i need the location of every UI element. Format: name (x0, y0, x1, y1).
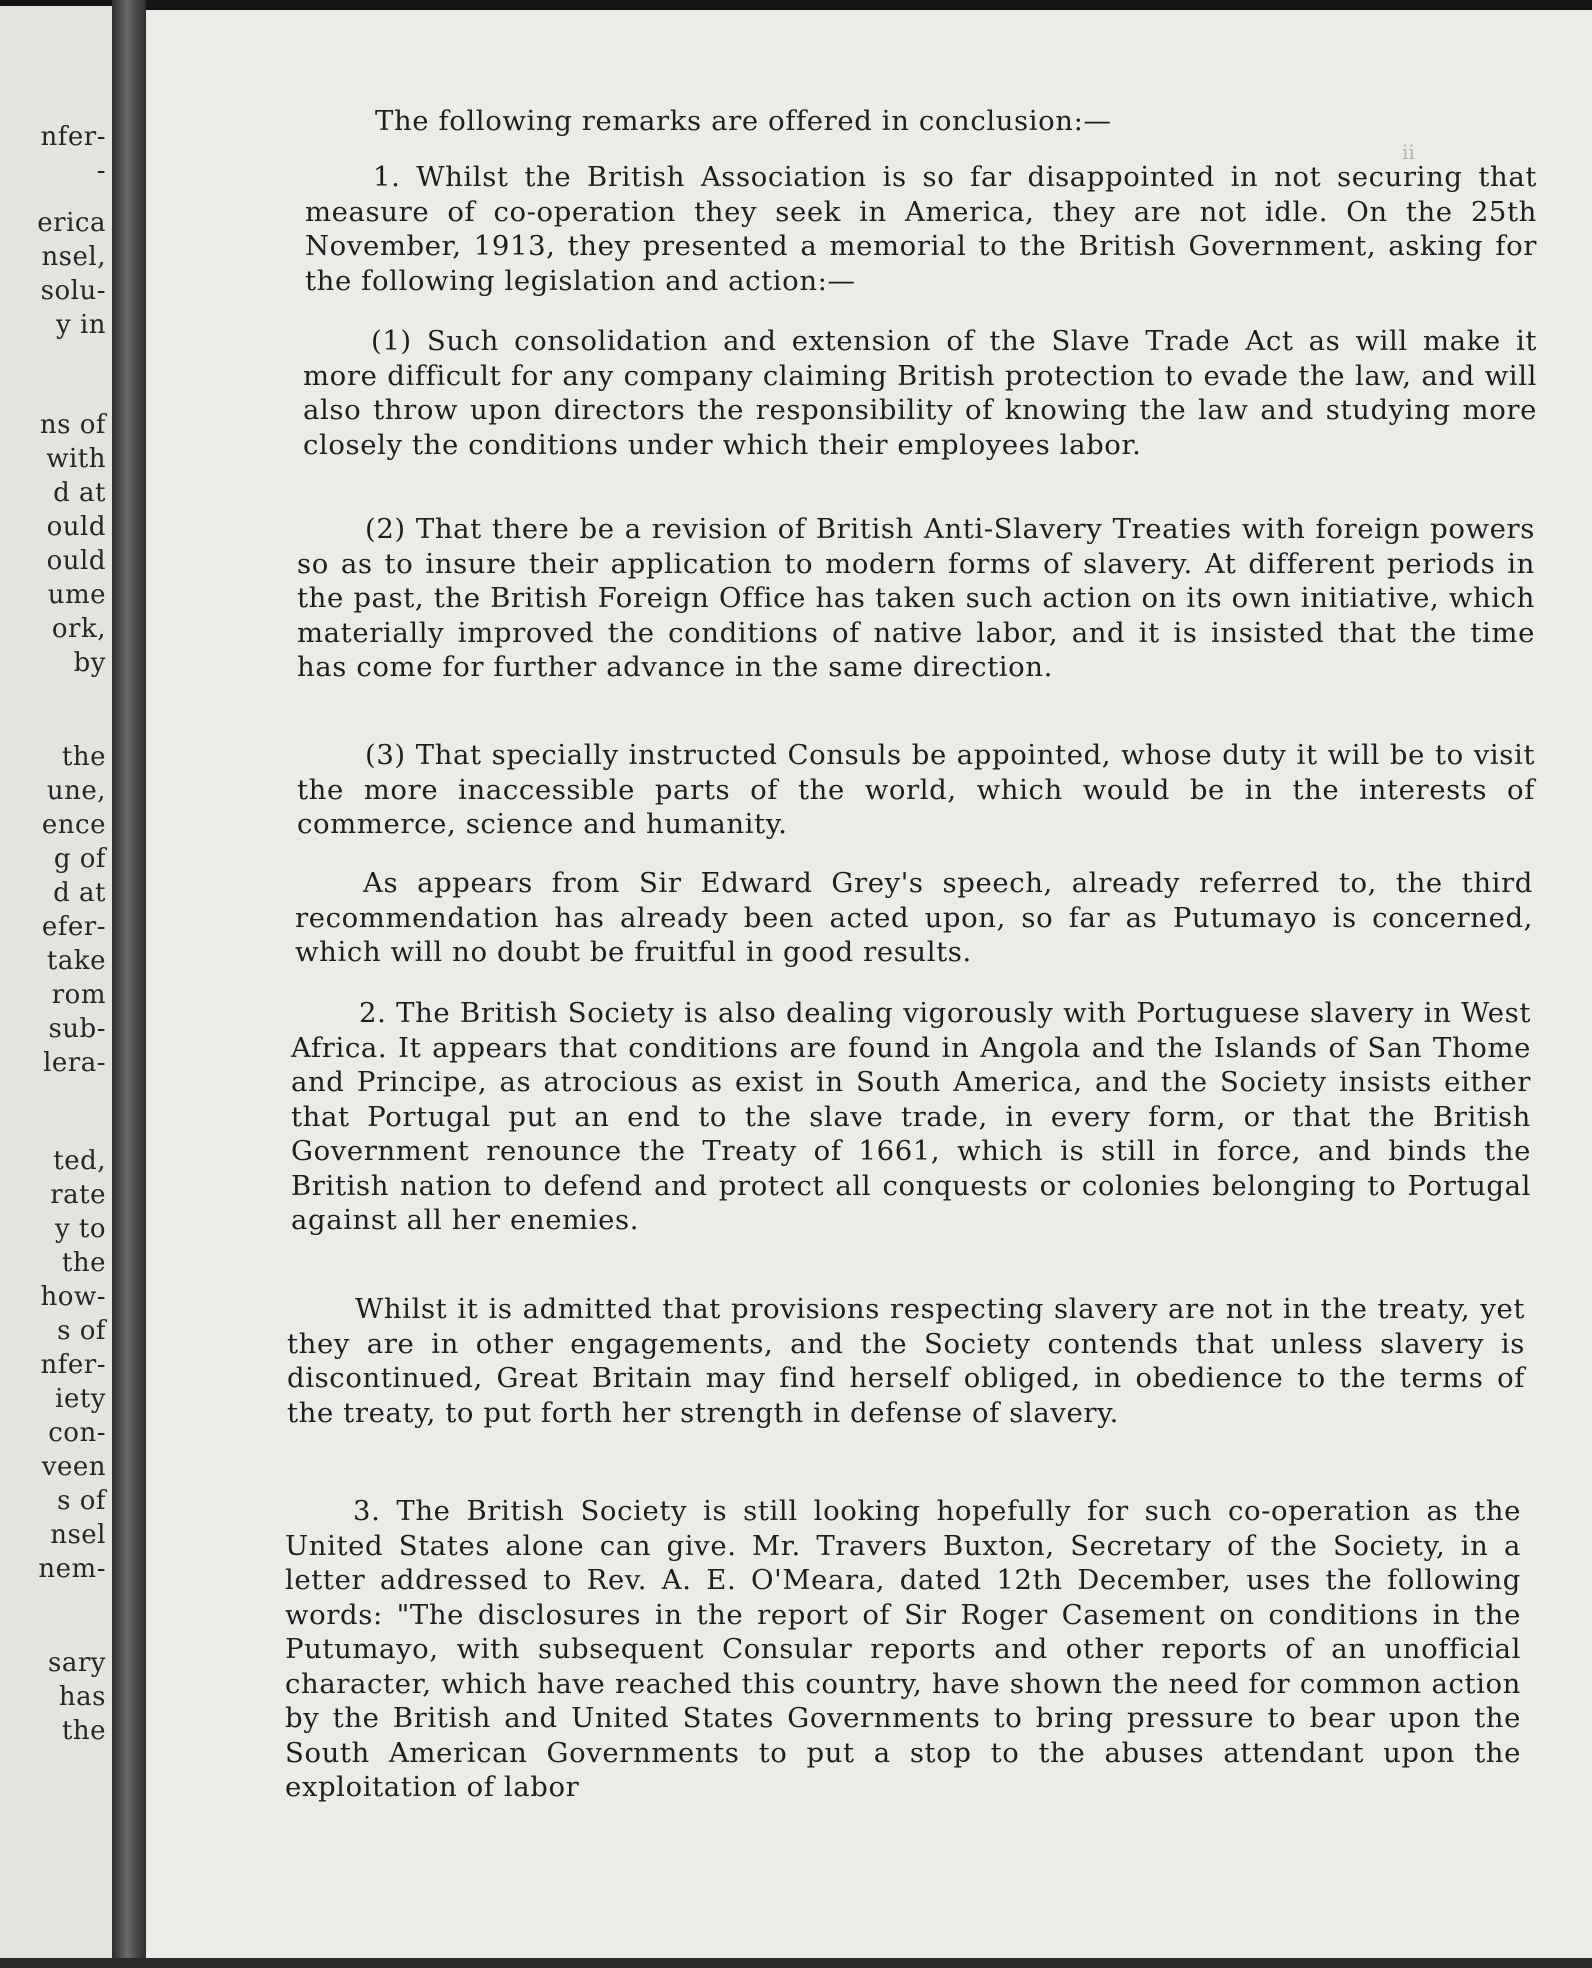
body-paragraph: 3. The British Society is still looking hopefully for such co-operation as the United States alone can give. Mr. Travers Buxton, Secretary of the Society, in a letter addressed to Rev. A. E. O'Meara, dated 12th December, uses the following words: "The disclosures in the report of Sir Roger Casement on conditions in the Putumayo, with subsequent Consular reports and other reports of an unofficial character, which have reached this country, have shown the need for common action by the British and United States Governments to bring pressure to bear upon the South American Governments to put a stop to the abuses attendant upon the exploitation of labor (285, 1495, 1521, 1803)
left-page-text-fragment: efer- (41, 912, 106, 942)
left-page-text-fragment: s of (57, 1486, 106, 1516)
left-page-text-fragment: ence (41, 810, 106, 840)
left-page-text-fragment: with (46, 444, 106, 474)
left-page-text-fragment: by (73, 648, 106, 678)
left-page-text-fragment: rom (51, 980, 106, 1010)
body-paragraph: 2. The British Society is also dealing vigorously with Portuguese slavery in West Africa. It appears that conditions are found in Angola and the Islands of San Thome and Principe, as atrocious as exist in South America, and the Society insists either that Portugal put an end to the slave trade, in every form, or that the British Government renounce the Treaty of 1661, which is still in force, and binds the British nation to defend and protect all conquests or colonies belonging to Portugal against all her enemies. (291, 997, 1531, 1236)
left-page-text-fragment: ould (46, 546, 106, 576)
body-paragraph: Whilst it is admitted that provisions respecting slavery are not in the treaty, yet they are in other engagements, and the Society contends that unless slavery is discontinued, Great Britain may find herself obliged, in obedience to the terms of the treaty, to put forth her strength in defense of slavery. (287, 1293, 1525, 1429)
body-paragraph: (3) That specially instructed Consuls be appointed, whose duty it will be to visit the more inaccessible parts of the world, which would be in the interests of commerce, science and humanity. (297, 739, 1535, 840)
left-page-text-fragment: ork, (51, 614, 106, 644)
document-page (146, 10, 1592, 1968)
adjacent-page-margin (0, 6, 112, 1968)
left-page-text-fragment: g of (53, 844, 106, 874)
left-page-text-fragment: nem- (38, 1554, 106, 1584)
body-paragraph: (1) Such consolidation and extension of the Slave Trade Act as will make it more difficult for any company claiming British protection to evade the law, and will also throw upon directors the responsibility of knowing the law and studying more closely the conditions under which their employees labor. (303, 325, 1537, 461)
left-page-text-fragment: rate (50, 1180, 106, 1210)
left-page-text-fragment: ould (46, 512, 106, 542)
left-page-text-fragment: the (61, 1716, 106, 1746)
left-page-text-fragment: nfer- (40, 122, 106, 152)
intro-line: The following remarks are offered in conclusion:— (375, 105, 1112, 137)
left-page-text-fragment: how- (40, 1282, 106, 1312)
body-paragraph: (2) That there be a revision of British Anti-Slavery Treaties with foreign powers so as to insure their application to modern forms of slavery. At different periods in the past, the British Foreign Office has taken such action on its own initiative, which materially improved the conditions of native labor, and it is insisted that the time has come for further advance in the same direction. (297, 513, 1535, 683)
left-page-text-fragment: veen (41, 1452, 106, 1482)
left-page-text-fragment: solu- (40, 276, 106, 306)
left-page-text-fragment: nsel (50, 1520, 106, 1550)
left-page-text-fragment: s of (57, 1316, 106, 1346)
left-page-text-fragment: ns of (39, 410, 106, 440)
left-page-text-fragment: ume (47, 580, 106, 610)
left-page-text-fragment: has (58, 1682, 106, 1712)
left-page-text-fragment: y in (55, 310, 106, 340)
left-page-text-fragment: y to (54, 1214, 106, 1244)
body-paragraph: 1. Whilst the British Association is so far disappointed in not securing that measure of co-operation they seek in America, they are not idle. On the 25th November, 1913, they presented a memorial to the British Government, asking for the following legislation and action:— (305, 161, 1537, 297)
left-page-text-fragment: ted, (53, 1146, 106, 1176)
left-page-text-fragment: take (46, 946, 106, 976)
left-page-text-fragment: con- (48, 1418, 106, 1448)
left-page-text-fragment: iety (55, 1384, 106, 1414)
book-gutter (112, 0, 146, 1968)
left-page-text-fragment: nsel, (41, 242, 106, 272)
scan-bottom-edge (0, 1958, 1592, 1968)
left-page-text-fragment: erica (37, 208, 106, 238)
page-mark: ii (1402, 140, 1415, 164)
left-page-text-fragment: - (96, 156, 106, 186)
left-page-text-fragment: the (61, 1248, 106, 1278)
left-page-text-fragment: d at (53, 478, 106, 508)
left-page-text-fragment: d at (53, 878, 106, 908)
left-page-text-fragment: the (61, 742, 106, 772)
left-page-text-fragment: lera- (43, 1048, 106, 1078)
left-page-text-fragment: nfer- (40, 1350, 106, 1380)
body-paragraph: As appears from Sir Edward Grey's speech, already referred to, the third recommendation has already been acted upon, so far as Putumayo is concerned, which will no doubt be fruitful in good results. (295, 867, 1533, 968)
left-page-text-fragment: sary (48, 1648, 106, 1678)
left-page-text-fragment: sub- (48, 1014, 106, 1044)
left-page-text-fragment: une, (46, 776, 106, 806)
